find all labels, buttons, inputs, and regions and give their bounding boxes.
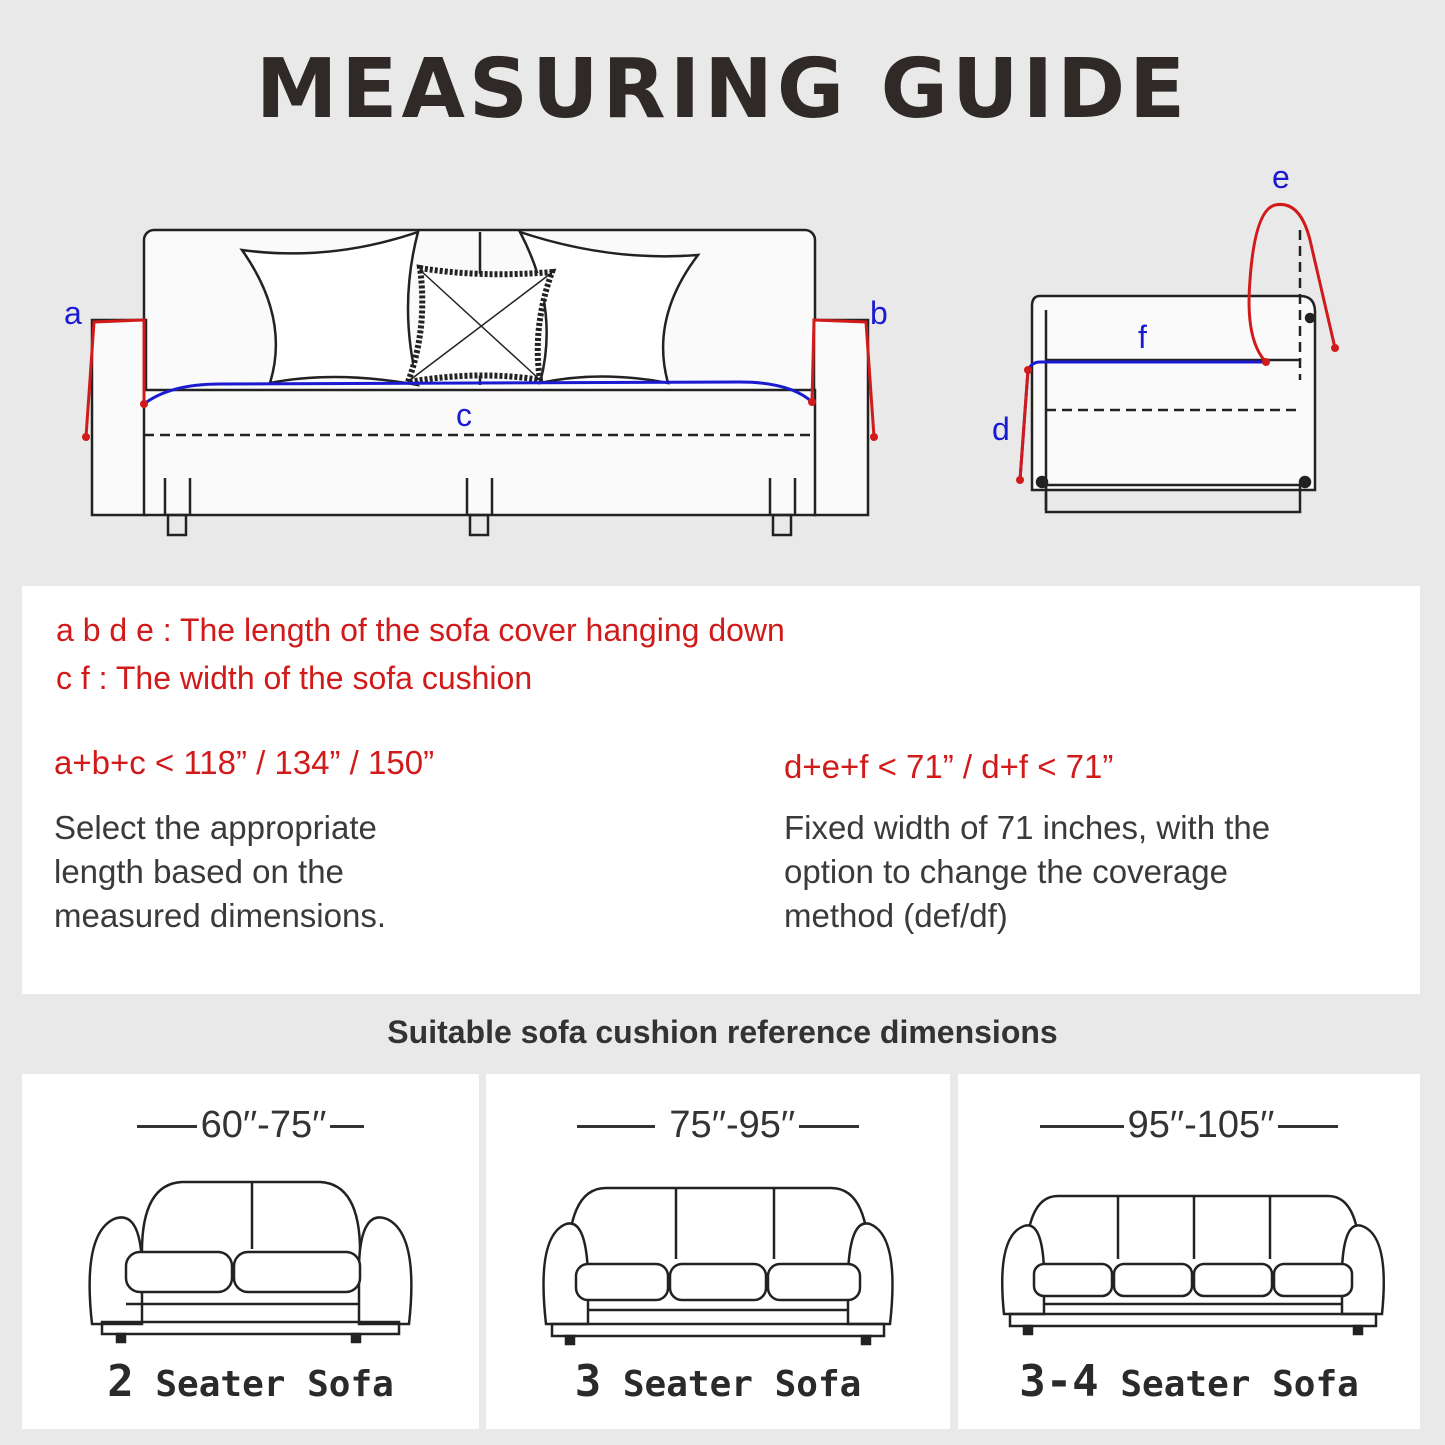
label-f: f (1138, 319, 1147, 355)
label-d: d (992, 411, 1010, 447)
seater-text: Seater Sofa (155, 1364, 394, 1405)
sofa-label (22, 1356, 479, 1407)
range-text: 60′′-75′′ (200, 1104, 327, 1146)
label-e: e (1272, 159, 1290, 195)
desc-right-line: method (def/df) (784, 897, 1008, 934)
sofa-label (958, 1356, 1420, 1407)
dimension-range (958, 1104, 1420, 1147)
measuring-diagram (0, 0, 1445, 560)
label-c: c (456, 397, 472, 433)
seater-text: Seater Sofa (1120, 1364, 1359, 1405)
desc-right-line: Fixed width of 71 inches, with the (784, 809, 1271, 846)
desc-left (54, 806, 386, 938)
seat-count: 3-4 (1019, 1356, 1099, 1407)
card-3-4-seater (958, 1074, 1420, 1429)
card-3-seater (486, 1074, 950, 1429)
dimension-range (486, 1104, 950, 1147)
label-a: a (64, 295, 82, 331)
side-sofa-illustration (1032, 230, 1315, 512)
sofa-2-seat-icon (22, 1164, 479, 1364)
legend-cushion-width: c f : The width of the sofa cushion (56, 660, 533, 696)
range-text: 75′′-95′′ (669, 1104, 796, 1146)
desc-right (784, 806, 1270, 938)
formula-left: a+b+c < 118” / 134” / 150” (54, 744, 435, 781)
desc-left-line: length based on the (54, 853, 344, 890)
desc-left-line: Select the appropriate (54, 809, 377, 846)
card-2-seater (22, 1074, 479, 1429)
dimension-range (22, 1104, 479, 1147)
desc-right-line: option to change the coverage (784, 853, 1229, 890)
sofa-3-seat-icon (486, 1164, 950, 1364)
desc-left-line: measured dimensions. (54, 897, 386, 934)
formula-right: d+e+f < 71” / d+f < 71” (784, 748, 1114, 785)
page-title: MEASURING GUIDE (255, 42, 1190, 137)
seat-count: 2 (107, 1356, 134, 1407)
section-subtitle: Suitable sofa cushion reference dimensions (387, 1014, 1058, 1050)
seater-text: Seater Sofa (622, 1364, 862, 1405)
info-panel (22, 586, 1420, 994)
sofa-4-seat-icon (958, 1164, 1420, 1364)
label-b: b (870, 295, 888, 331)
sofa-label (486, 1356, 950, 1407)
seat-count: 3 (574, 1356, 602, 1407)
legend-hang-down: a b d e : The length of the sofa cover hanging down (56, 612, 785, 648)
range-text: 95′′-105′′ (1127, 1104, 1275, 1146)
